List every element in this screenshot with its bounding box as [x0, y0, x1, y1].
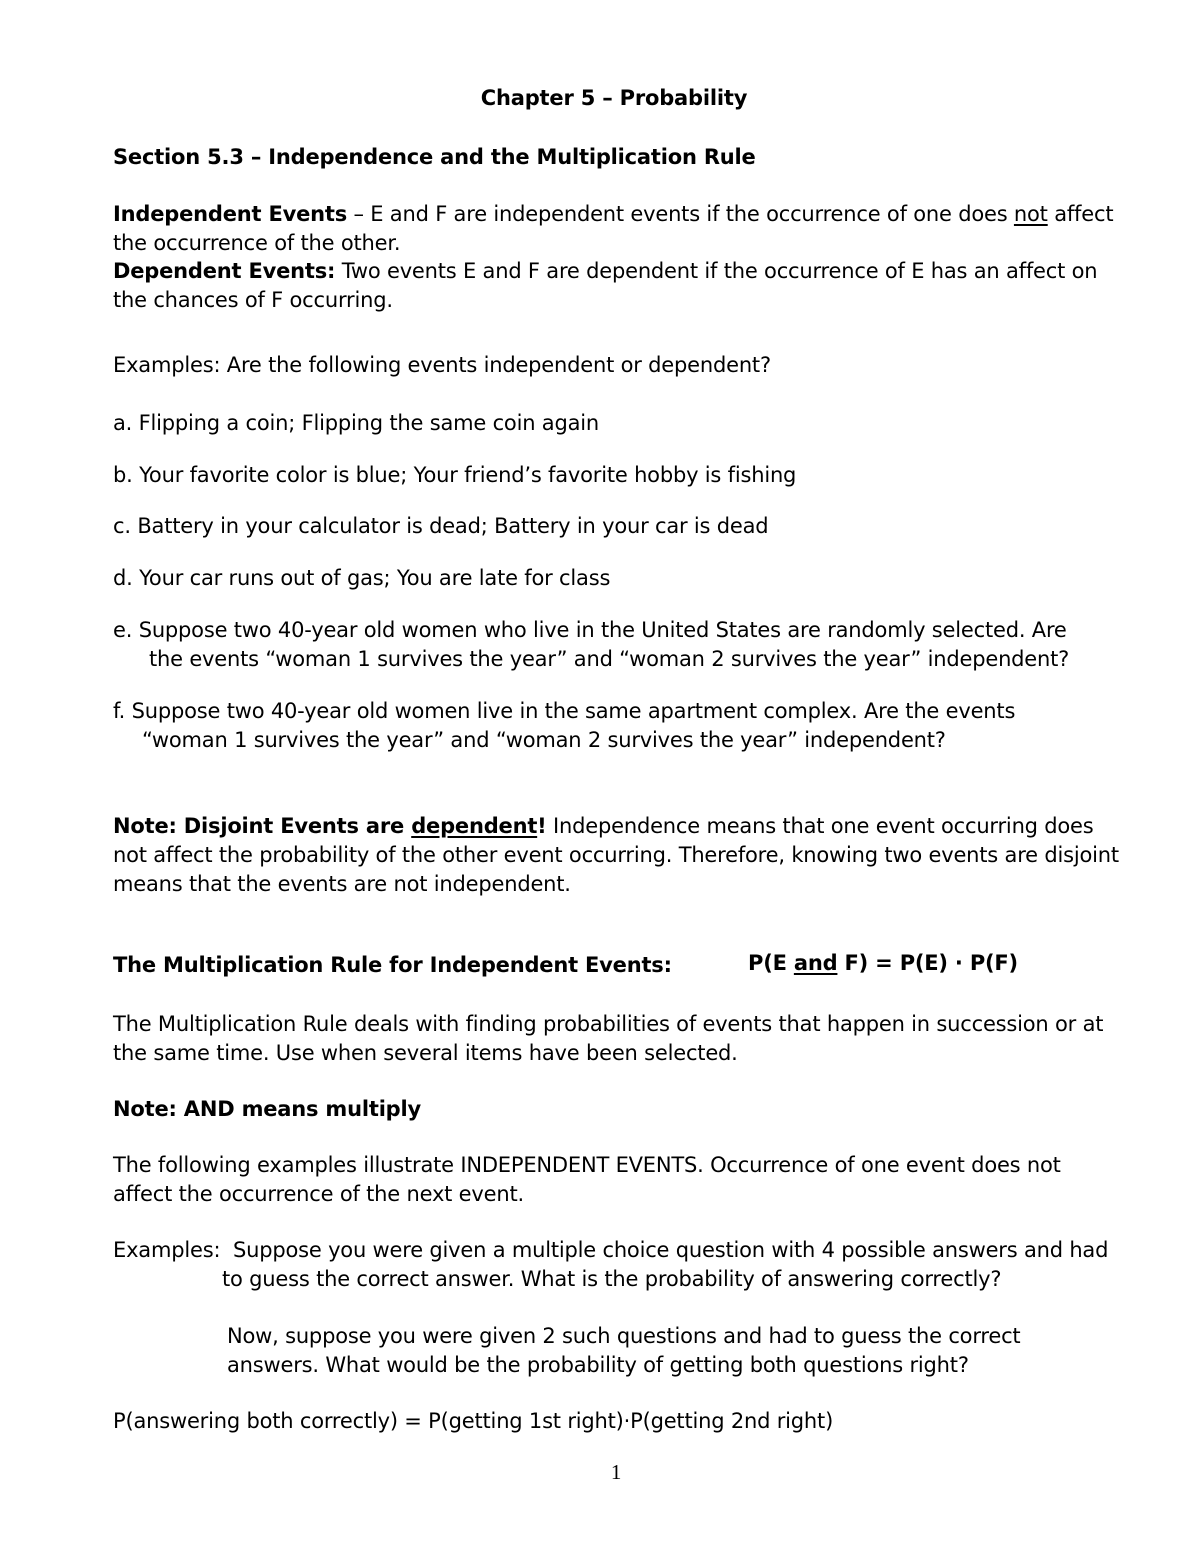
formula-and: and	[793, 951, 838, 975]
example-text: Suppose two 40-year old women who live in the United States are randomly selected. Are	[138, 618, 1067, 642]
example-letter: a.	[113, 411, 133, 435]
example-letter: c.	[113, 514, 131, 538]
example-letter: b.	[113, 463, 133, 487]
examples2-question2-line2: answers. What would be the probability of getting both questions right?	[227, 1353, 969, 1377]
example-item-b	[113, 461, 1123, 490]
example-continuation: “woman 1 survives the year” and “woman 2 survives the year” independent?	[142, 728, 946, 752]
example-text: Your car runs out of gas; You are late for class	[139, 566, 611, 590]
example-item-f	[113, 697, 1123, 755]
example-text: Suppose two 40-year old women live in the same apartment complex. Are the events	[131, 699, 1016, 723]
example-text: Battery in your calculator is dead; Battery in your car is dead	[137, 514, 769, 538]
examples-intro: Examples: Are the following events independent or dependent?	[113, 353, 771, 377]
final-formula: P(answering both correctly) = P(getting 1st right)·P(getting 2nd right)	[113, 1409, 834, 1433]
multiplication-rule-formula	[748, 951, 1018, 975]
example-letter: f.	[113, 699, 126, 723]
independent-text-after: affect the occurrence of the other.	[113, 202, 1114, 255]
note-disjoint-bold: Note: Disjoint Events are	[113, 814, 412, 838]
multiplication-rule-heading: The Multiplication Rule for Independent Events:	[113, 953, 672, 977]
section-heading: Section 5.3 – Independence and the Multiplication Rule	[113, 145, 756, 169]
formula-part-b: F) = P(E) · P(F)	[837, 951, 1018, 975]
multiplication-rule-description: The Multiplication Rule deals with finding probabilities of events that happen in succession or at the same time. Use when several items have been selected.	[113, 1012, 1104, 1065]
examples2-question1-line1: Suppose you were given a multiple choice question with 4 possible answers and had	[233, 1238, 1109, 1262]
independent-definition	[113, 200, 1123, 258]
example-item-a	[113, 409, 1123, 438]
dependent-text: Two events E and F are dependent if the occurrence of E has an affect on the chances of F occurring.	[113, 259, 1098, 312]
example-item-c	[113, 512, 1123, 541]
independent-term: Independent Events	[113, 202, 348, 226]
dependent-definition	[113, 257, 1123, 315]
independent-emph: not	[1013, 202, 1048, 226]
note-disjoint-text: Independence means that one event occurring does not affect the probability of the other event occurring. Therefore, knowing two events are disjoint means that the events are not independent.	[113, 814, 1119, 896]
note-disjoint-underlined: dependent	[411, 814, 538, 838]
note-disjoint	[113, 812, 1123, 899]
note-disjoint-exclaim: !	[537, 814, 547, 838]
note-and-multiply: Note: AND means multiply	[113, 1097, 422, 1121]
example-letter: e.	[113, 618, 133, 642]
chapter-title: Chapter 5 – Probability	[480, 86, 748, 110]
dependent-term: Dependent Events:	[113, 259, 336, 283]
independent-illustration: The following examples illustrate INDEPENDENT EVENTS. Occurrence of one event does not affect the occurrence of the next event.	[113, 1153, 1061, 1206]
example-letter: d.	[113, 566, 133, 590]
formula-part-a: P(E	[748, 951, 794, 975]
independent-text-before: – E and F are independent events if the occurrence of one does	[347, 202, 1014, 226]
page-number: 1	[610, 1460, 622, 1484]
examples2-question2-line1: Now, suppose you were given 2 such questions and had to guess the correct	[227, 1324, 1021, 1348]
examples2-question1-line2: to guess the correct answer. What is the probability of answering correctly?	[222, 1267, 1002, 1291]
example-text: Flipping a coin; Flipping the same coin again	[138, 411, 600, 435]
example-continuation: the events “woman 1 survives the year” and “woman 2 survives the year” independent?	[149, 647, 1070, 671]
example-item-d	[113, 564, 1123, 593]
example-text: Your favorite color is blue; Your friend’s favorite hobby is fishing	[139, 463, 797, 487]
example-item-e	[113, 616, 1123, 674]
examples2-label: Examples:	[113, 1238, 221, 1262]
